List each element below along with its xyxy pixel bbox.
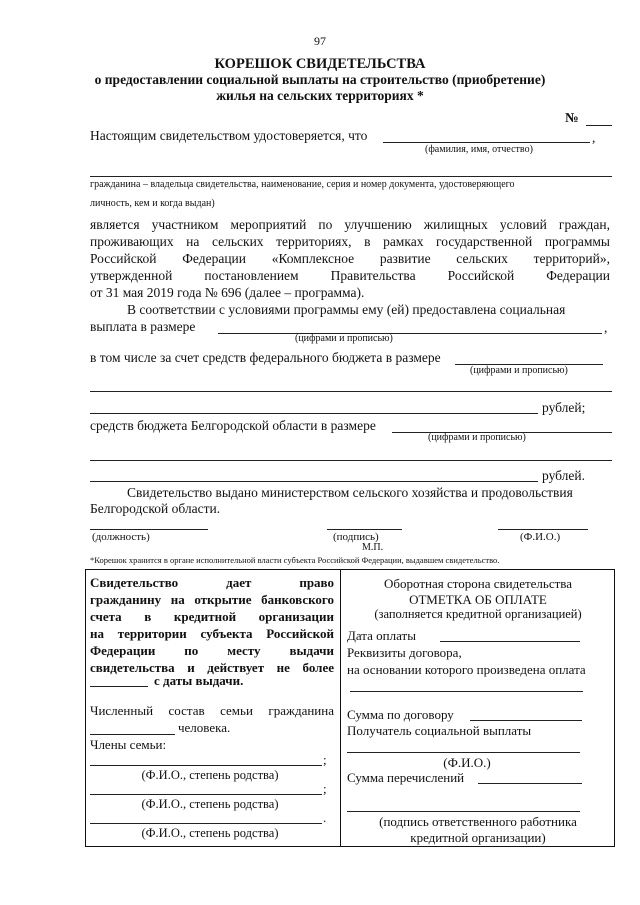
document-caption-2: личность, кем и когда выдан) (90, 198, 215, 209)
validity-paragraph (90, 574, 334, 676)
regional-amount-line-3[interactable] (90, 481, 538, 482)
member-caption-3: (Ф.И.О., степень родства) (141, 826, 279, 840)
participant-line: утвержденной постановлением Правительства Российской Федерации (90, 268, 610, 283)
recipient-fio-caption: (Ф.И.О.) (443, 755, 491, 770)
member-field-line-1[interactable] (90, 765, 322, 766)
reverse-side-header: Оборотная сторона свидетельства (383, 576, 573, 591)
program-line-1: В соответствии с условиями программы ему (ей) предоставлена социальная (127, 302, 566, 317)
contract-sum-field-line[interactable] (470, 720, 582, 721)
bank-signature-caption-2: кредитной организации) (410, 830, 546, 845)
number-field-line[interactable] (586, 125, 612, 126)
issued-line-2: Белгородской области. (90, 501, 221, 516)
amount-caption: (цифрами и прописью) (295, 333, 393, 344)
recipient-label: Получатель социальной выплаты (347, 723, 532, 738)
bank-signature-caption-1: (подпись ответственного работника (379, 814, 577, 829)
contract-details-label: Реквизиты договора, (347, 645, 462, 660)
validity-line: Федерации по месту выдачи (90, 643, 334, 658)
fio-field-line[interactable] (383, 142, 590, 143)
signature-field-line[interactable] (327, 529, 402, 530)
federal-amount-line-3[interactable] (90, 413, 538, 414)
contract-field-line[interactable] (350, 691, 583, 692)
participant-line: проживающих на сельских территориях, в рамках государственной программы (90, 234, 610, 249)
contract-sum-label: Сумма по договору (347, 707, 454, 722)
validity-line: счета в кредитной организации (90, 609, 334, 624)
member-semicolon-2: ; (323, 781, 327, 796)
document-subtitle-2: жилья на сельских территориях * (216, 88, 424, 103)
position-field-line[interactable] (90, 529, 208, 530)
amount-comma: , (604, 320, 608, 335)
payment-date-label: Дата оплаты (347, 628, 416, 643)
member-caption-2: (Ф.И.О., степень родства) (141, 797, 279, 811)
member-field-line-3[interactable] (90, 823, 322, 824)
transfer-sum-field-line[interactable] (478, 783, 582, 784)
payment-mark-header: ОТМЕТКА ОБ ОПЛАТЕ (409, 592, 547, 607)
family-line-2: человека. (178, 720, 231, 735)
regional-amount-caption: (цифрами и прописью) (428, 432, 526, 443)
document-subtitle-1: о предоставлении социальной выплаты на строительство (приобретение) (94, 72, 546, 87)
member-semicolon-1: ; (323, 752, 327, 767)
document-field-line[interactable] (90, 176, 612, 177)
filled-by-bank-note: (заполняется кредитной организацией) (374, 607, 582, 621)
contract-basis-label: на основании которого произведена оплата (347, 662, 586, 677)
signature-caption: (подпись) (333, 531, 379, 543)
member-field-line-2[interactable] (90, 794, 322, 795)
family-count-field-line[interactable] (90, 734, 175, 735)
validity-line: гражданину на открытие банковского (90, 592, 334, 607)
member-caption-1: (Ф.И.О., степень родства) (141, 768, 279, 782)
position-caption: (должность) (92, 531, 150, 543)
validity-tail: с даты выдачи. (154, 673, 244, 688)
participant-line: Российской Федерации «Комплексное развитие сельских территорий», (90, 251, 610, 266)
stamp-label: М.П. (362, 542, 384, 553)
participant-line: является участником мероприятий по улучшению жилищных условий граждан, (90, 217, 610, 232)
recipient-field-line[interactable] (347, 752, 580, 753)
validity-months-field-line[interactable] (90, 686, 148, 687)
transfer-sum-label: Сумма перечислений (347, 770, 465, 785)
document-title: КОРЕШОК СВИДЕТЕЛЬСТВА (214, 56, 426, 72)
participant-paragraph (90, 216, 610, 301)
footnote: *Корешок хранится в органе исполнительной власти субъекта Российской Федерации, выдавшем свидетельство. (90, 555, 500, 565)
signer-fio-field-line[interactable] (498, 529, 588, 530)
rubles-label-1: рублей; (542, 400, 586, 415)
table-divider (340, 569, 341, 847)
member-dot: . (323, 810, 327, 825)
amount-field-line[interactable] (218, 333, 602, 334)
certify-text: Настоящим свидетельством удостоверяется, что (90, 128, 368, 143)
regional-budget-text: средств бюджета Белгородской области в размере (90, 418, 376, 433)
program-line-2: выплата в размере (90, 319, 196, 334)
signer-fio-caption: (Ф.И.О.) (520, 531, 561, 543)
certify-comma: , (592, 130, 596, 145)
page-number: 97 (314, 34, 326, 48)
number-label: № (565, 110, 579, 125)
bank-signature-field-line[interactable] (347, 811, 580, 812)
rubles-label-2: рублей. (542, 468, 586, 483)
federal-budget-text: в том числе за счет средств федерального бюджета в размере (90, 350, 441, 365)
fio-caption: (фамилия, имя, отчество) (425, 144, 533, 155)
validity-line: свидетельства и действует не более (90, 660, 334, 675)
validity-line: на территории субъекта Российской (90, 626, 334, 641)
validity-line: Свидетельство дает право (90, 575, 334, 590)
federal-amount-caption: (цифрами и прописью) (470, 365, 568, 376)
members-label: Члены семьи: (90, 737, 167, 752)
payment-date-field-line[interactable] (440, 641, 580, 642)
federal-amount-line-2[interactable] (90, 391, 612, 392)
issued-line-1: Свидетельство выдано министерством сельского хозяйства и продовольствия (127, 485, 573, 500)
document-caption-1: гражданина – владельца свидетельства, наименование, серия и номер документа, удостоверяющего (90, 179, 515, 190)
participant-line: от 31 мая 2019 года № 696 (далее – программа). (90, 285, 365, 300)
family-line-1: Численный состав семьи гражданина (90, 703, 334, 718)
regional-amount-line-2[interactable] (90, 460, 612, 461)
